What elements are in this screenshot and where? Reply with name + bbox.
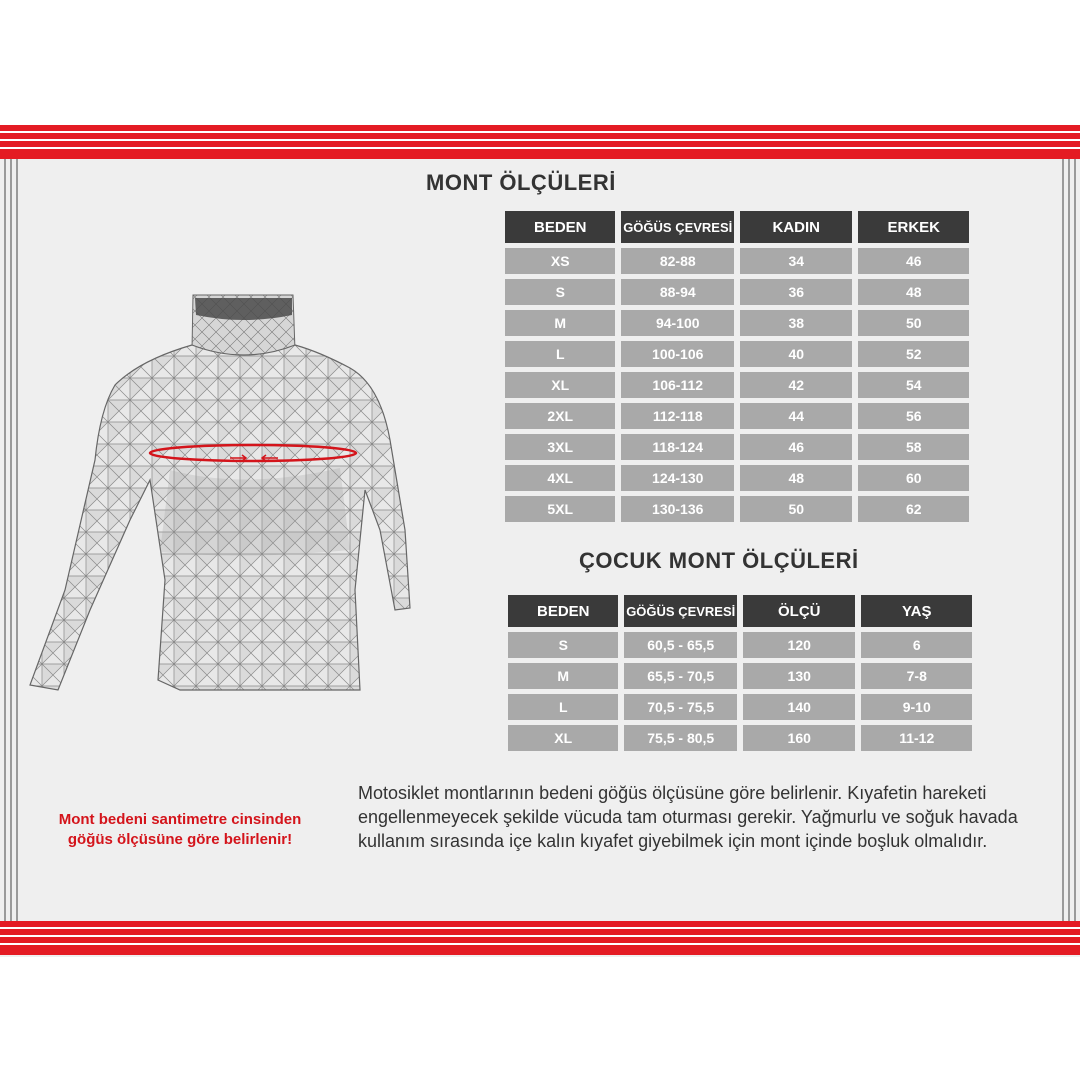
- table-cell: 40: [740, 341, 853, 367]
- table-cell: 46: [740, 434, 853, 460]
- table-cell: 44: [740, 403, 853, 429]
- header-gogus: GÖĞÜS ÇEVRESİ: [621, 211, 734, 243]
- right-border-line: [1068, 159, 1070, 921]
- adult-size-table: [499, 206, 975, 527]
- table-cell: 5XL: [505, 496, 615, 522]
- table-cell: M: [508, 663, 618, 689]
- header-beden: BEDEN: [505, 211, 615, 243]
- table-row: [505, 372, 969, 398]
- right-border-line: [1062, 159, 1064, 921]
- table-cell: 70,5 - 75,5: [624, 694, 737, 720]
- table-cell: 88-94: [621, 279, 734, 305]
- table-cell: 124-130: [621, 465, 734, 491]
- red-note-line-1: Mont bedeni santimetre cinsinden: [58, 811, 302, 828]
- table-cell: 50: [858, 310, 969, 336]
- table-row: [505, 403, 969, 429]
- table-row: [505, 465, 969, 491]
- left-border-line: [16, 159, 18, 921]
- table-cell: 48: [740, 465, 853, 491]
- torso-wireframe-icon: [20, 290, 420, 700]
- table-cell: 82-88: [621, 248, 734, 274]
- left-border-line: [4, 159, 6, 921]
- table-row: [508, 632, 972, 658]
- table-cell: 130-136: [621, 496, 734, 522]
- table-cell: M: [505, 310, 615, 336]
- table-cell: 2XL: [505, 403, 615, 429]
- table-cell: 38: [740, 310, 853, 336]
- left-border-line: [10, 159, 12, 921]
- table-cell: 46: [858, 248, 969, 274]
- right-border-line: [1074, 159, 1076, 921]
- table-cell: 100-106: [621, 341, 734, 367]
- table-cell: 65,5 - 70,5: [624, 663, 737, 689]
- table-row: [505, 496, 969, 522]
- table-cell: L: [508, 694, 618, 720]
- adult-size-title: MONT ÖLÇÜLERİ: [426, 170, 616, 195]
- red-note-line-2: göğüs ölçüsüne göre belirlenir!: [67, 831, 293, 848]
- table-cell: 62: [858, 496, 969, 522]
- top-red-stripes: [0, 125, 1080, 159]
- table-cell: 6: [861, 632, 972, 658]
- table-row: [505, 341, 969, 367]
- table-cell: 56: [858, 403, 969, 429]
- table-cell: 3XL: [505, 434, 615, 460]
- table-cell: 140: [743, 694, 856, 720]
- table-cell: 118-124: [621, 434, 734, 460]
- table-cell: XL: [508, 725, 618, 751]
- red-size-note: [30, 810, 330, 850]
- table-row: [505, 248, 969, 274]
- table-cell: S: [505, 279, 615, 305]
- table-cell: 60: [858, 465, 969, 491]
- table-cell: S: [508, 632, 618, 658]
- table-row: [505, 279, 969, 305]
- table-cell: 160: [743, 725, 856, 751]
- table-cell: 60,5 - 65,5: [624, 632, 737, 658]
- table-cell: 52: [858, 341, 969, 367]
- header-yas: YAŞ: [861, 595, 972, 627]
- table-cell: L: [505, 341, 615, 367]
- table-cell: XS: [505, 248, 615, 274]
- table-row: [508, 663, 972, 689]
- table-cell: 36: [740, 279, 853, 305]
- table-cell: 106-112: [621, 372, 734, 398]
- table-cell: 112-118: [621, 403, 734, 429]
- child-size-table: [502, 590, 978, 756]
- table-cell: 75,5 - 80,5: [624, 725, 737, 751]
- info-paragraph: Motosiklet montlarının bedeni göğüs ölçüsüne göre belirlenir. Kıyafetin hareketi engellenmeyecek şekilde vücuda tam oturması gerekir. Yağmurlu ve soğuk havada kullanım sırasında içe kalın kıyafet giyebilmek için mont içinde boşluk olmalıdır.: [358, 783, 1018, 851]
- header-kadin: KADIN: [740, 211, 853, 243]
- header-olcu: ÖLÇÜ: [743, 595, 856, 627]
- table-cell: 4XL: [505, 465, 615, 491]
- child-size-title: ÇOCUK MONT ÖLÇÜLERİ: [579, 548, 859, 573]
- table-cell: 34: [740, 248, 853, 274]
- table-cell: 7-8: [861, 663, 972, 689]
- table-row: [505, 434, 969, 460]
- bottom-red-stripes: [0, 921, 1080, 955]
- table-cell: 42: [740, 372, 853, 398]
- table-cell: 9-10: [861, 694, 972, 720]
- table-row: [508, 725, 972, 751]
- header-gogus: GÖĞÜS ÇEVRESİ: [624, 595, 737, 627]
- table-cell: 50: [740, 496, 853, 522]
- table-row: [508, 694, 972, 720]
- header-erkek: ERKEK: [858, 211, 969, 243]
- table-cell: XL: [505, 372, 615, 398]
- table-cell: 120: [743, 632, 856, 658]
- header-beden: BEDEN: [508, 595, 618, 627]
- table-cell: 58: [858, 434, 969, 460]
- table-cell: 94-100: [621, 310, 734, 336]
- table-row: [505, 310, 969, 336]
- table-cell: 130: [743, 663, 856, 689]
- table-cell: 48: [858, 279, 969, 305]
- table-cell: 11-12: [861, 725, 972, 751]
- table-cell: 54: [858, 372, 969, 398]
